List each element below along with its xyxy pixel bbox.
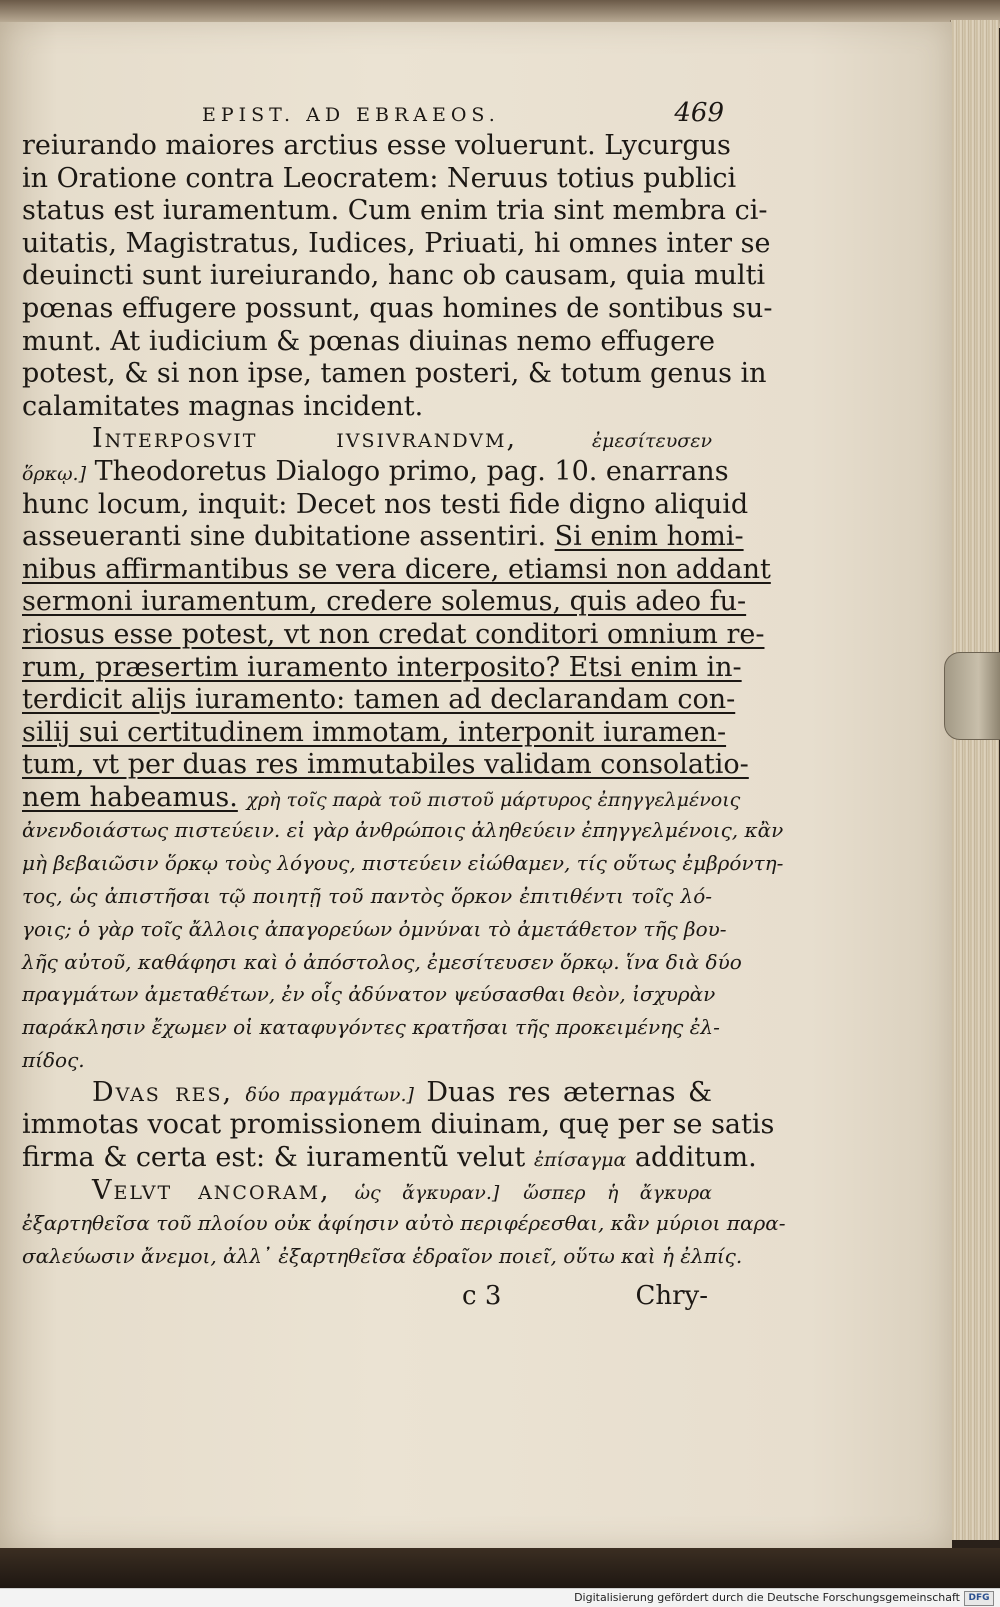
greek-line: μὴ βεβαιῶσιν ὅρκῳ τοὺς λόγους, πιστεύειν εἰώθαμεν, τίς οὕτως ἐμβρόντη-	[22, 851, 784, 876]
text-line: potest, & si non ipse, tamen posteri, & totum genus in	[22, 358, 767, 390]
lemma-greek: δύο πραγμάτων.]	[245, 1083, 414, 1106]
underlined-line: nibus affirmantibus se vera dicere, etiamsi non addant	[22, 553, 771, 585]
lemma: Interposvit ivsivrandvm	[92, 423, 507, 455]
greek-line: λῆς αὐτοῦ, καθάφησι καὶ ὁ ἀπόστολος, ἐμεσίτευσεν ὅρκῳ. ἵνα διὰ δύο	[22, 949, 742, 974]
running-head	[22, 98, 724, 130]
funding-notice: Digitalisierung gefördert durch die Deutsche Forschungsgemeinschaft	[574, 1591, 960, 1604]
lemma-greek-cont: ὅρκῳ.]	[22, 462, 87, 485]
underlined-text: nem habeamus.	[22, 781, 238, 813]
text-line: pœnas effugere possunt, quas homines de sontibus su-	[22, 292, 773, 324]
text-span: additum.	[634, 1142, 757, 1174]
text-span: asseueranti sine dubitatione assentiri.	[22, 521, 547, 553]
signature-mark: c 3	[462, 1280, 502, 1311]
greek-line: ἐξαρτηθεῖσα τοῦ πλοίου οὐκ ἀφίησιν αὐτὸ περιφέρεσθαι, κἂν μύριοι παρα-	[22, 1211, 786, 1236]
text-line	[22, 521, 744, 554]
greek-text: ὥσπερ ἡ ἄγκυρα	[523, 1181, 712, 1204]
greek-text: χρὴ τοῖς παρὰ τοῦ πιστοῦ μάρτυρος ἐπηγγελμένοις	[246, 788, 741, 811]
greek-line: σαλεύωσιν ἄνεμοι, ἀλλ᾽ ἐξαρτηθεῖσα ἑδραῖον ποιεῖ, οὕτω καὶ ἡ ἐλπίς.	[22, 1244, 743, 1269]
catchword: Chry-	[635, 1280, 708, 1311]
lemma-line	[22, 1077, 712, 1110]
text-line: calamitates magnas incident.	[22, 390, 424, 422]
running-title: EPIST. AD EBRAEOS.	[202, 104, 500, 126]
text-line	[22, 1142, 757, 1175]
text-line	[22, 455, 729, 489]
page-content	[22, 98, 786, 1317]
lemma-greek: ὡς ἄγκυραν.]	[354, 1181, 500, 1204]
greek-line: ἀνενδοιάστως πιστεύειν. εἰ γὰρ ἀνθρώποις ἀληθεύειν ἐπηγγελμένοις, κἂν	[22, 818, 784, 843]
greek-line: πραγμάτων ἀμεταθέτων, ἐν οἷς ἀδύνατον ψεύσασθαι θεὸν, ἰσχυρὰν	[22, 982, 716, 1007]
text-line: uitatis, Magistratus, Iudices, Priuati, hi omnes inter se	[22, 227, 771, 259]
lemma: Velvt ancoram,	[92, 1174, 331, 1206]
underlined-line: sermoni iuramentum, credere solemus, quis adeo fu-	[22, 586, 747, 618]
greek-text: ἐπίσαγμα	[533, 1149, 627, 1172]
text-line: munt. At iudicium & pœnas diuinas nemo effugere	[22, 325, 716, 357]
text-line: reiurando maiores arctius esse voluerunt. Lycurgus	[22, 130, 731, 161]
text-span: Duas res æternas &	[426, 1076, 712, 1108]
text-line	[22, 781, 741, 815]
lemma-line: Interposvit ivsivrandvm, ἐμεσίτευσεν	[92, 423, 712, 455]
lemma-greek: ἐμεσίτευσεν	[591, 430, 712, 453]
underlined-line: silij sui certitudinem immotam, interponit iuramen-	[22, 716, 727, 748]
bookmark-clasp	[944, 652, 1000, 740]
text-line: immotas vocat promissionem diuinam, quę per se satis	[22, 1109, 775, 1141]
greek-line: πίδος.	[22, 1048, 85, 1073]
page-number: 469	[674, 98, 724, 128]
underlined-line: tum, vt per duas res immutabiles validam consolatio-	[22, 749, 749, 781]
greek-line: γοις; ὁ γὰρ τοῖς ἄλλοις ἀπαγορεύων ὀμνύναι τὸ ἀμετάθετον τῆς βου-	[22, 916, 727, 941]
underlined-line: terdicit alijs iuramento: tamen ad declarandam con-	[22, 684, 736, 716]
greek-line: τος, ὡς ἀπιστῆσαι τῷ ποιητῇ τοῦ παντὸς ὅρκον ἐπιτιθέντι τοῖς λό-	[22, 884, 712, 909]
text-span: Theodoretus Dialogo primo, pag. 10. enarrans	[94, 455, 729, 487]
scan-bottom-edge	[0, 1548, 1000, 1588]
book-fore-edge	[950, 20, 999, 1540]
greek-line: παράκλησιν ἔχωμεν οἱ καταφυγόντες κρατῆσαι τῆς προκειμένης ἐλ-	[22, 1015, 720, 1040]
text-line: deuincti sunt iureiurando, hanc ob causam, quia multi	[22, 260, 766, 292]
underlined-line: rum, præsertim iuramento interposito? Etsi enim in-	[22, 651, 742, 683]
digitization-footer	[0, 1588, 1000, 1607]
text-line: status est iuramentum. Cum enim tria sint membra ci-	[22, 195, 768, 227]
underlined-line: riosus esse potest, vt non credat conditori omnium re-	[22, 618, 765, 650]
text-line: hunc locum, inquit: Decet nos testi fide digno aliquid	[22, 488, 749, 520]
lemma: Dvas res,	[92, 1076, 234, 1108]
text-line: in Oratione contra Leocratem: Neruus totius publici	[22, 162, 737, 194]
text-span: firma & certa est: & iuramentũ velut	[22, 1142, 526, 1174]
page-footer	[22, 1277, 712, 1317]
lemma-line	[22, 1175, 712, 1208]
dfg-logo[interactable]: DFG	[964, 1591, 994, 1606]
underlined-text: Si enim homi-	[554, 521, 744, 553]
